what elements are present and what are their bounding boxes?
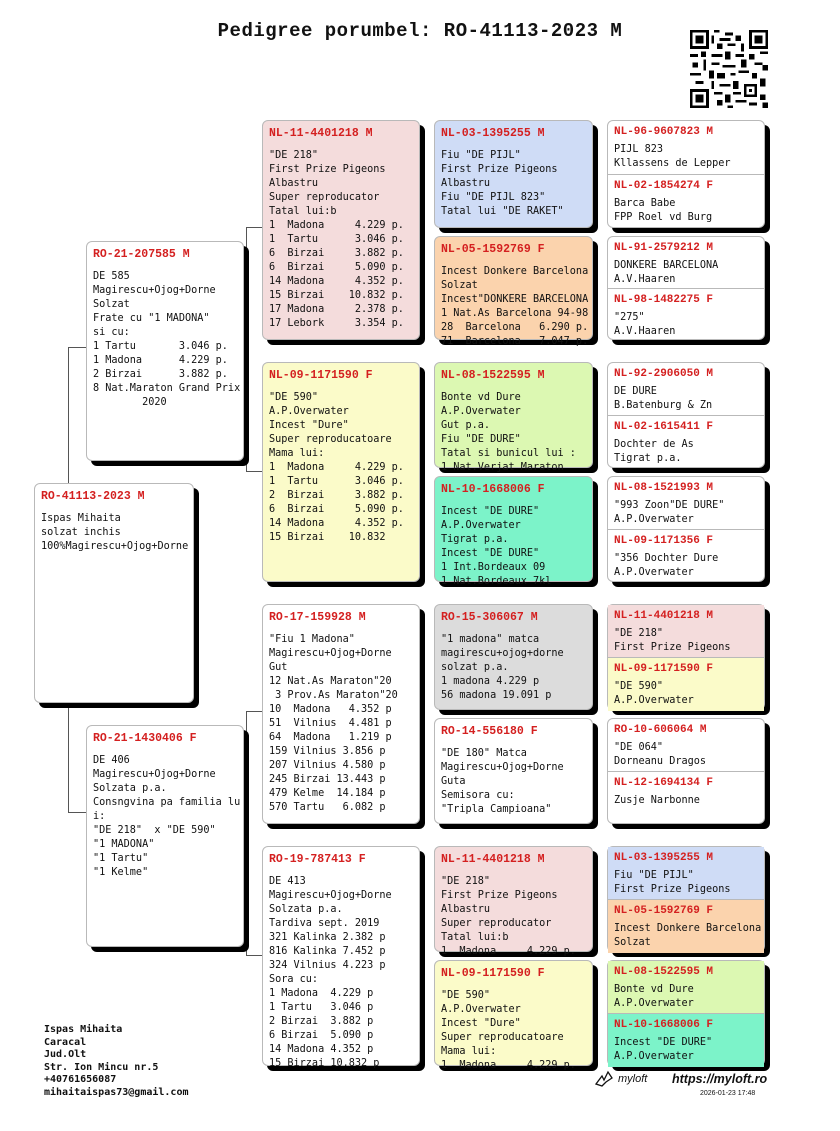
ring-number: NL-09-1171590 F [614, 663, 714, 675]
ring-number: NL-11-4401218 M [614, 610, 714, 622]
ring-number: RO-21-1430406 F [93, 732, 197, 745]
dam-sire-card[interactable] [262, 604, 420, 824]
ring-number: NL-10-1668006 F [614, 1019, 714, 1031]
pigeon-details: Incest "DE DURE" A.P.Overwater Tigrat p.a. Incest "DE DURE" 1 Int.Bordeaux 09 1 Nat.Bordeaux 7kl [441, 506, 552, 587]
logo-text: myloft [618, 1073, 648, 1085]
gen4-pair-card[interactable] [607, 236, 765, 340]
ring-number: NL-05-1592769 F [441, 243, 545, 256]
connector-line [246, 711, 262, 712]
gen4-pair-card[interactable] [607, 718, 765, 824]
ring-number: RO-10-606064 M [614, 724, 707, 736]
connector-line [246, 711, 247, 956]
pigeon-details: "DE 064" Dorneanu Dragos [614, 742, 707, 767]
gen4-pair-card[interactable] [607, 960, 765, 1066]
owner-contact: Ispas Mihaita Caracal Jud.Olt Str. Ion Mincu nr.5 +40761656087 mihaitaispas73@gmail.com [44, 1024, 189, 1098]
connector-line [422, 897, 423, 1015]
pigeon-details: DONKERE BARCELONA A.V.Haaren [614, 260, 719, 285]
ring-number: NL-09-1171590 F [269, 369, 373, 382]
pigeon-details: Bonte vd Dure A.P.Overwater Gut p.a. Fiu "DE DURE" Tatal si bunicul lui : 1 Nat.Verjat Maraton [441, 392, 576, 473]
ring-number: NL-08-1521993 M [614, 482, 714, 494]
ring-number: NL-10-1668006 F [441, 483, 545, 496]
pigeon-details: "DE 590" A.P.Overwater Incest "Dure" Super reproducatoare Mama lui: 1 Madona 4.229 p. 1 Tartu 3.046 p. 2 Birzai 3.882 p. 6 Birzai 5.090 p. 14 Madona 4.352 p. 15 Birzai 10.832 [269, 392, 404, 543]
dam-dam-card[interactable] [262, 846, 420, 1069]
pigeon-details: "993 Zoon"DE DURE" A.P.Overwater [614, 500, 725, 525]
connector-line [246, 955, 262, 956]
ring-number: RO-14-556180 F [441, 725, 538, 738]
ds-dam-card[interactable] [434, 718, 593, 824]
ring-number: RO-17-159928 M [269, 611, 366, 624]
pigeon-details: Zusje Narbonne [614, 795, 700, 806]
pigeon-details: Bonte vd Dure A.P.Overwater [614, 984, 694, 1009]
pigeon-details: "DE 590" A.P.Overwater [614, 681, 694, 706]
ring-number: NL-02-1615411 F [614, 421, 714, 433]
gen4-pair-card[interactable] [607, 846, 765, 952]
gen4-pair-card[interactable] [607, 604, 765, 710]
connector-line [595, 897, 596, 917]
qr-code [690, 30, 768, 108]
ring-number: NL-11-4401218 M [269, 127, 373, 140]
pigeon-details: DE 413 Magirescu+Ojog+Dorne Solzata p.a. Tardiva sept. 2019 321 Kalinka 2.382 p 816 Kalinka 7.452 p 324 Vilnius 4.223 p Sora cu: 1 Madona 4.229 p 1 Tartu 3.046 p 2 Birzai 3.882 p 6 Birzai 5.090 p 14 Madona 4.352 p 15 Birzai 10.832 p [269, 876, 392, 1069]
ring-number: NL-92-2906050 M [614, 368, 714, 380]
pigeon-details: "DE 218" First Prize Pigeons Albastru Super reproducator Tatal lui:b 1 Madona 4.229 p. 1 Tartu 3.046 p. 6 Birzai 3.882 p. 6 Birzai 5.090 p. 14 Madona 4.352 p. 15 Birzai 10.832 p. 17 Madona 2.378 p. 17 Lebork 3.354 p. [269, 150, 404, 329]
pigeon-details: DE 406 Magirescu+Ojog+Dorne Solzata p.a. Consngvina pa familia lu i: "DE 218" x "DE 590" "1 MADONA" "1 Tartu" "1 Kelme" [93, 755, 241, 878]
ring-number: NL-03-1395255 M [614, 852, 714, 864]
ss-dam-card[interactable] [434, 236, 593, 347]
pigeon-details: Incest Donkere Barcelona Solzat Incest"DONKERE BARCELONA 1 Nat.As Barcelona 94-98 28 Barcelona 6.290 p. 71 Barcelona 7.047 p. [441, 266, 589, 347]
print-date: 2026-01-23 17:48 [700, 1090, 756, 1097]
ring-number: NL-98-1482275 F [614, 294, 714, 306]
ring-number: NL-09-1171590 F [441, 967, 545, 980]
pigeon-details: PIJL 823 Kllassens de Lepper [614, 144, 731, 169]
sire-dam-card[interactable] [262, 362, 420, 582]
ring-number: NL-12-1694134 F [614, 777, 714, 789]
pigeon-icon [594, 1070, 614, 1088]
pigeon-details: Incest Donkere Barcelona Solzat [614, 923, 762, 948]
page-title: Pedigree porumbel: RO-41113-2023 M [217, 20, 623, 42]
dam-card[interactable] [86, 725, 244, 947]
pigeon-details: "275" A.V.Haaren [614, 312, 676, 337]
pigeon-details: Dochter de As Tigrat p.a. [614, 439, 694, 464]
ring-number: NL-96-9607823 M [614, 126, 714, 138]
dd-sire-card[interactable] [434, 846, 593, 957]
connector-line [422, 170, 423, 288]
pigeon-details: "DE 218" First Prize Pigeons [614, 628, 731, 653]
gen4-pair-card[interactable] [607, 476, 765, 582]
connector-line [595, 655, 596, 675]
ring-number: NL-09-1171356 F [614, 535, 714, 547]
pigeon-details: DE DURE B.Batenburg & Zn [614, 386, 713, 411]
connector-line [422, 413, 423, 531]
connector-line [595, 770, 596, 790]
ring-number: RO-41113-2023 M [41, 490, 145, 503]
pigeon-details: Fiu "DE PIJL" First Prize Pigeons Albastru Fiu "DE PIJL 823" Tatal lui "DE RAKET" [441, 150, 564, 217]
sd-sire-card[interactable] [434, 362, 593, 473]
connector-line [246, 227, 247, 472]
connector-line [595, 531, 596, 551]
ring-number: NL-11-4401218 M [441, 853, 545, 866]
connector-line [595, 288, 596, 308]
ring-number: NL-08-1522595 M [614, 966, 714, 978]
pigeon-details: "DE 218" First Prize Pigeons Albastru Super reproducator Tatal lui:b 1 Madona 4.229 p. [441, 876, 576, 957]
ring-number: RO-15-306067 M [441, 611, 538, 624]
ring-number: RO-19-787413 F [269, 853, 366, 866]
connector-line [422, 655, 423, 770]
website-link[interactable]: https://myloft.ro [672, 1072, 768, 1086]
pigeon-details: "DE 590" A.P.Overwater Incest "Dure" Super reproducatoare Mama lui: 1 Madona 4.229 p. [441, 990, 576, 1071]
pigeon-details: Fiu "DE PIJL" First Prize Pigeons [614, 870, 731, 895]
connector-line [246, 227, 262, 228]
dd-dam-card[interactable] [434, 960, 593, 1071]
ring-number: NL-91-2579212 M [614, 242, 714, 254]
pigeon-details: Barca Babe FPP Roel vd Burg [614, 198, 713, 223]
gen4-pair-card[interactable] [607, 120, 765, 228]
ss-sire-card[interactable] [434, 120, 593, 228]
connector-line [246, 471, 262, 472]
main-pigeon-card[interactable] [34, 483, 194, 703]
sire-card[interactable] [86, 241, 244, 461]
connector-line [68, 703, 69, 813]
connector-line [68, 347, 86, 348]
connector-line [595, 170, 596, 220]
ds-sire-card[interactable] [434, 604, 593, 710]
ring-number: NL-05-1592769 F [614, 905, 714, 917]
connector-line [68, 347, 69, 485]
sire-sire-card[interactable] [262, 120, 420, 340]
pigeon-details: "DE 180" Matca Magirescu+Ojog+Dorne Guta Semisora cu: "Tripla Campioana" [441, 748, 564, 815]
pigeon-details: DE 585 Magirescu+Ojog+Dorne Solzat Frate cu "1 MADONA" si cu: 1 Tartu 3.046 p. 1 Madona 4.229 p. 2 Birzai 3.882 p. 8 Nat.Maraton Grand Prix 2020 [93, 271, 241, 408]
ring-number: RO-21-207585 M [93, 248, 190, 261]
pigeon-details: "1 madona" matca magirescu+ojog+dorne solzat p.a. 1 madona 4.229 p 56 madona 19.091 p [441, 634, 564, 701]
ring-number: NL-08-1522595 M [441, 369, 545, 382]
pigeon-details: Incest "DE DURE" A.P.Overwater [614, 1037, 713, 1062]
pigeon-details: "356 Dochter Dure A.P.Overwater [614, 553, 719, 578]
myloft-logo [594, 1070, 647, 1088]
pigeon-details: Ispas Mihaita solzat inchis 100%Magirescu+Ojog+Dorne [41, 513, 189, 552]
ring-number: NL-02-1854274 F [614, 180, 714, 192]
sd-dam-card[interactable] [434, 476, 593, 587]
gen4-pair-card[interactable] [607, 362, 765, 468]
connector-line [68, 812, 86, 813]
ring-number: NL-03-1395255 M [441, 127, 545, 140]
connector-line [595, 413, 596, 433]
pigeon-details: "Fiu 1 Madona" Magirescu+Ojog+Dorne Gut 12 Nat.As Maraton"20 3 Prov.As Maraton"20 10 Madona 4.352 p 51 Vilnius 4.481 p 64 Madona 1.219 p 159 Vilnius 3.856 p 207 Vilnius 4.580 p 245 Birzai 13.443 p 479 Kelme 14.184 p 570 Tartu 6.082 p [269, 634, 398, 813]
connector-line [595, 1015, 596, 1035]
